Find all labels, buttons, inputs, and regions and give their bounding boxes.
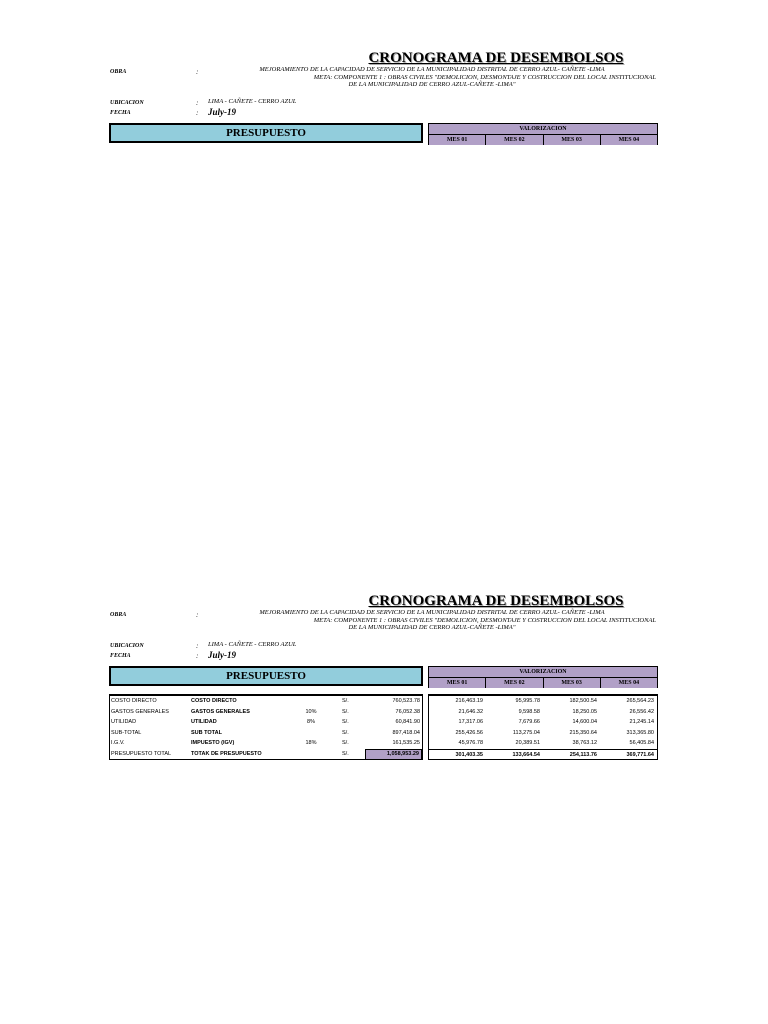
obra-colon: : xyxy=(196,611,199,619)
fecha-label: FECHA xyxy=(110,653,131,659)
month-value: 45,976.78 xyxy=(458,740,483,746)
valorizacion-header xyxy=(428,123,658,145)
obra-description xyxy=(208,609,656,632)
row-name: PRESUPUESTO TOTAL xyxy=(111,750,172,757)
presupuesto-header: PRESUPUESTO xyxy=(109,123,423,143)
fecha-colon: : xyxy=(196,109,199,117)
month-header: MES 02 xyxy=(486,678,543,688)
ubicacion-label: UBICACION xyxy=(110,100,144,106)
row-currency: S/. xyxy=(342,708,349,715)
obra-line-3: DE LA MUNICIPALIDAD DE CERRO AZUL-CAÑETE -LIMA" xyxy=(348,81,516,88)
sheet-2 xyxy=(108,593,660,763)
row-pct: 10% xyxy=(305,708,317,715)
month-value: 56,405.84 xyxy=(629,740,654,746)
table-row-total xyxy=(429,749,657,761)
page-title: CRONOGRAMA DE DESEMBOLSOS xyxy=(368,50,624,66)
month-total: 369,771.64 xyxy=(626,751,654,758)
row-currency: S/. xyxy=(342,719,349,725)
obra-line-3: DE LA MUNICIPALIDAD DE CERRO AZUL-CAÑETE -LIMA" xyxy=(348,624,516,631)
ubicacion-value: LIMA - CAÑETE - CERRO AZUL xyxy=(208,641,297,648)
ubicacion-colon: : xyxy=(196,642,199,650)
table-row-total xyxy=(110,749,422,760)
row-desc: TOTAK DE PRESUPUESTO xyxy=(191,750,262,757)
budget-table xyxy=(109,694,423,760)
valorizacion-label: VALORIZACION xyxy=(429,667,657,678)
month-value: 38,763.12 xyxy=(572,740,597,746)
month-value: 14,600.04 xyxy=(572,719,597,725)
row-name: I.G.V. xyxy=(111,740,125,746)
obra-description xyxy=(208,66,656,89)
obra-label: OBRA xyxy=(110,612,127,618)
obra-colon: : xyxy=(196,68,199,76)
ubicacion-value: LIMA - CAÑETE - CERRO AZUL xyxy=(208,98,297,105)
month-value: 216,463.19 xyxy=(455,698,483,704)
table-row xyxy=(110,707,422,718)
page-title: CRONOGRAMA DE DESEMBOLSOS xyxy=(368,593,624,609)
presupuesto-header: PRESUPUESTO xyxy=(109,666,423,686)
month-value: 9,598.58 xyxy=(518,708,540,715)
table-row xyxy=(429,707,657,718)
row-currency: S/. xyxy=(342,698,349,704)
month-value: 313,365.80 xyxy=(626,729,654,736)
obra-label: OBRA xyxy=(110,69,127,75)
table-row xyxy=(110,728,422,739)
row-currency: S/. xyxy=(342,750,349,757)
sheet-1 xyxy=(108,50,660,150)
table-row xyxy=(429,696,657,707)
month-value: 7,679.66 xyxy=(518,719,540,725)
row-amount: 60,841.90 xyxy=(395,719,420,725)
month-header: MES 01 xyxy=(429,678,486,688)
row-pct: 18% xyxy=(305,740,317,746)
month-value: 18,250.05 xyxy=(572,708,597,715)
obra-line-2: META: COMPONENTE 1 : OBRAS CIVILES "DEMOLICION, DESMONTAJE Y COSTRUCCION DEL LOCAL INSTITUCIONAL xyxy=(313,73,656,81)
row-name: UTILIDAD xyxy=(111,719,137,725)
month-header: MES 03 xyxy=(544,678,601,688)
table-row xyxy=(429,717,657,728)
month-total: 133,664.54 xyxy=(512,751,540,758)
valorizacion-label: VALORIZACION xyxy=(429,124,657,135)
ubicacion-colon: : xyxy=(196,99,199,107)
month-value: 182,500.54 xyxy=(569,698,597,704)
row-amount: 760,523.78 xyxy=(392,698,420,704)
table-row xyxy=(110,738,422,749)
month-value: 21,646.32 xyxy=(458,708,483,715)
row-desc: COSTO DIRECTO xyxy=(191,698,237,704)
row-desc: IMPUESTO (IGV) xyxy=(191,740,235,746)
fecha-colon: : xyxy=(196,652,199,660)
row-desc: SUB TOTAL xyxy=(191,729,222,736)
month-header: MES 04 xyxy=(601,678,657,688)
monthly-table xyxy=(428,694,658,760)
month-value: 95,995.78 xyxy=(515,698,540,704)
month-total: 254,113.76 xyxy=(569,751,597,758)
row-amount: 897,418.04 xyxy=(392,729,420,736)
row-name: SUB-TOTAL xyxy=(111,729,142,736)
month-value: 26,556.42 xyxy=(629,708,654,715)
month-value: 255,426.56 xyxy=(455,729,483,736)
row-currency: S/. xyxy=(342,740,349,746)
table-row xyxy=(110,696,422,707)
obra-line-1: MEJORAMIENTO DE LA CAPACIDAD DE SERVICIO DE LA MUNICIPALIDAD DISTRITAL DE CERRO AZUL- CAÑETE -LIMA xyxy=(259,609,605,616)
fecha-value: July-19 xyxy=(208,650,236,660)
month-value: 215,350.64 xyxy=(569,729,597,736)
ubicacion-label: UBICACION xyxy=(110,643,144,649)
month-value: 20,389.51 xyxy=(515,740,540,746)
row-name: GASTOS GENERALES xyxy=(111,708,169,715)
month-header: MES 02 xyxy=(486,135,543,145)
row-name: COSTO DIRECTO xyxy=(111,698,157,704)
obra-line-2: META: COMPONENTE 1 : OBRAS CIVILES "DEMOLICION, DESMONTAJE Y COSTRUCCION DEL LOCAL INSTITUCIONAL xyxy=(313,616,656,624)
month-value: 265,564.23 xyxy=(626,698,654,704)
month-total: 301,403.35 xyxy=(455,751,483,758)
valorizacion-header xyxy=(428,666,658,688)
fecha-label: FECHA xyxy=(110,110,131,116)
table-row xyxy=(429,738,657,749)
month-header: MES 03 xyxy=(544,135,601,145)
month-value: 113,275.04 xyxy=(512,729,540,736)
row-desc: GASTOS GENERALES xyxy=(191,708,250,715)
total-amount: 1,058,953.29 xyxy=(365,749,422,760)
row-desc: UTILIDAD xyxy=(191,719,217,725)
row-amount: 161,535.25 xyxy=(392,740,420,746)
month-value: 17,317.06 xyxy=(458,719,483,725)
month-header: MES 04 xyxy=(601,135,657,145)
row-pct: 8% xyxy=(307,719,315,725)
table-row xyxy=(110,717,422,728)
month-value: 21,245.14 xyxy=(629,719,654,725)
obra-line-1: MEJORAMIENTO DE LA CAPACIDAD DE SERVICIO DE LA MUNICIPALIDAD DISTRITAL DE CERRO AZUL- CAÑETE -LIMA xyxy=(259,66,605,73)
month-header: MES 01 xyxy=(429,135,486,145)
fecha-value: July-19 xyxy=(208,107,236,117)
row-amount: 76,052.38 xyxy=(395,708,420,715)
row-currency: S/. xyxy=(342,729,349,736)
table-row xyxy=(429,728,657,739)
